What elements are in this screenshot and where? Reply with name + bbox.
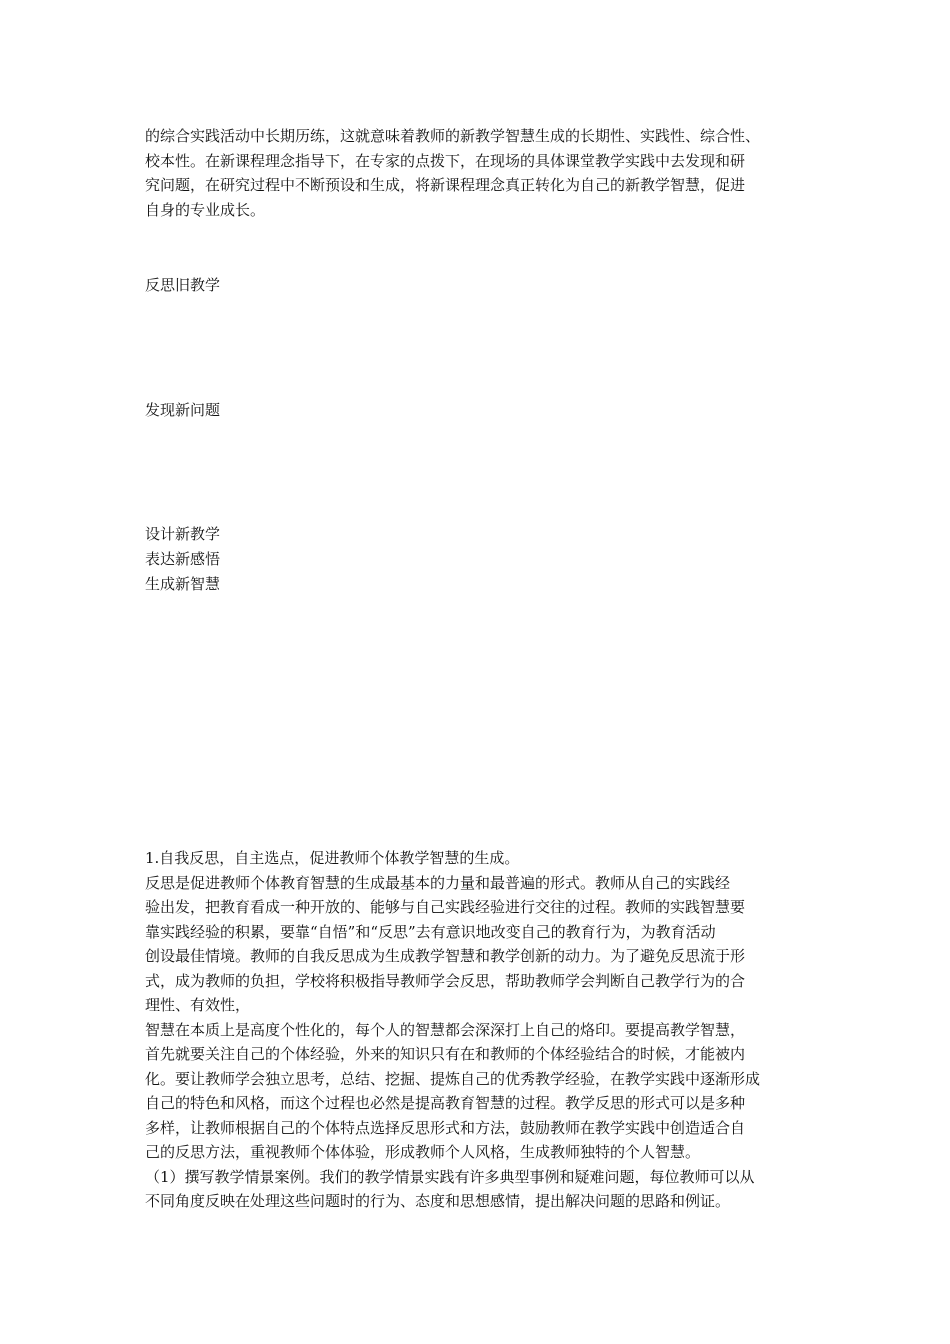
text-line: 靠实践经验的积累，要靠“自悟”和“反思”去有意识地改变自己的教育行为，为教育活动 xyxy=(145,922,716,941)
text-line: 首先就要关注自己的个体经验，外来的知识只有在和教师的个体经验结合的时候，才能被内 xyxy=(145,1045,746,1063)
text-line: 究问题，在研究过程中不断预设和生成，将新课程理念真正转化为自己的新教学智慧，促进 xyxy=(145,176,746,194)
text-line: 化。要让教师学会独立思考，总结、挖掘、提炼自己的优秀教学经验，在教学实践中逐渐形成 xyxy=(145,1069,761,1088)
text-line: 智慧在本质上是高度个性化的，每个人的智慧都会深深打上自己的烙印。要提高教学智慧， xyxy=(145,1020,746,1039)
section-1 xyxy=(145,846,807,1214)
text-line: 己的反思方法，重视教师个体体验，形成教师个人风格，生成教师独特的个人智慧。 xyxy=(145,1143,701,1161)
text-line: 自己的特色和风格，而这个过程也必然是提高教育智慧的过程。教学反思的形式可以是多种 xyxy=(145,1094,746,1112)
text-line: 校本性。在新课程理念指导下，在专家的点拨下，在现场的具体课堂教学实践中去发现和研 xyxy=(145,151,746,170)
text-line: 创设最佳情境。教师的自我反思成为生成教学智慧和教学创新的动力。为了避免反思流于形 xyxy=(145,947,746,965)
text-line: 的综合实践活动中长期历练，这就意味着教师的新教学智慧生成的长期性、实践性、综合性、 xyxy=(145,127,761,145)
text-line: 多样，让教师根据自己的个体特点选择反思形式和方法，鼓励教师在教学实践中创造适合自 xyxy=(145,1118,746,1137)
text-line: 验出发，把教育看成一种开放的、能够与自己实践经验进行交往的过程。教师的实践智慧要 xyxy=(145,898,746,916)
section-heading: 1.自我反思，自主选点，促进教师个体教学智慧的生成。 xyxy=(145,849,520,867)
label-generate-new-wisdom: 生成新智慧 xyxy=(145,575,221,593)
text-line: 式，成为教师的负担，学校将积极指导教师学会反思，帮助教师学会判断自己教学行为的合 xyxy=(145,971,746,990)
label-design-new-teaching: 设计新教学 xyxy=(145,525,221,543)
label-express-new-insights: 表达新感悟 xyxy=(145,550,221,568)
text-line: （1）撰写教学情景案例。我们的教学情景实践有许多典型事例和疑难问题，每位教师可以从 xyxy=(145,1167,755,1186)
text-line: 反思是促进教师个体教育智慧的生成最基本的力量和最普遍的形式。教师从自己的实践经 xyxy=(145,873,731,892)
text-line: 理性、有效性， xyxy=(145,996,251,1014)
text-line: 不同角度反映在处理这些问题时的行为、态度和思想感情，提出解决问题的思路和例证。 xyxy=(145,1192,731,1210)
text-line: 自身的专业成长。 xyxy=(145,200,266,219)
intro-paragraph xyxy=(145,124,807,222)
label-discover-new-problems: 发现新问题 xyxy=(145,401,221,419)
label-reflect-old-teaching: 反思旧教学 xyxy=(145,276,221,294)
